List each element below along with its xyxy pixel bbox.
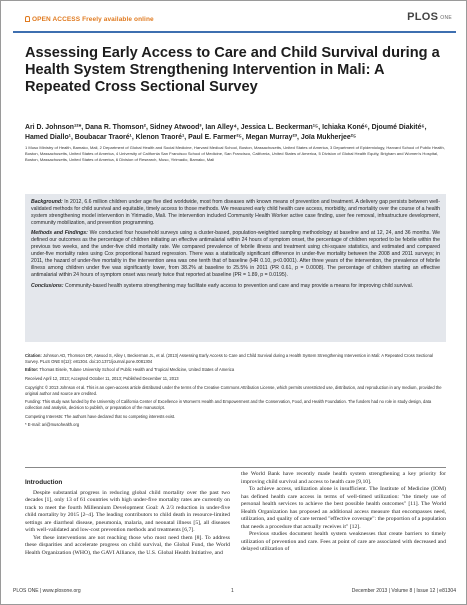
body-column-left — [25, 479, 230, 557]
abstract-methods — [31, 230, 440, 279]
open-lock-icon — [25, 16, 30, 22]
meta-divider — [25, 467, 446, 468]
abstract-conclusions-label: Conclusions: — [31, 282, 64, 289]
journal-logo-text: PLOS — [407, 11, 439, 23]
affiliations: 1 Muso Ministry of Health, Bamako, Mali, 2 Department of Global Health and Social Medicine, Harvard Medical School, Boston, Massachusetts, United States of America, 3 Department of Epidemiology, Harvard School of Public Health, Boston, Massachusetts, United States of America, 4 University of California San Francisco School of Medicine, San Francisco, California, United States of America, 5 Division of Global Health Equity, Brigham and Women's Hospital, Boston, Massachusetts, United States of America, 6 Division of Research, Muso, Yirimadio, Bamako, Mali — [25, 145, 445, 162]
introduction-heading: Introduction — [25, 479, 63, 486]
contact-email: * E-mail: ari@musohealth.org — [25, 422, 80, 428]
editor-text: Thomas Eisele, Tulane University School of Public Health and Tropical Medicine, United States of America — [39, 367, 235, 373]
editor-label: Editor: — [25, 367, 39, 373]
editor — [25, 367, 446, 373]
copyright: Copyright: © 2013 Johnson et al. This is an open-access article distributed under the terms of the Creative Commons Attribution License, which permits unrestricted use, distribution, and reproduction in any medium, provided the original author and source are credited. — [25, 384, 442, 396]
body-paragraph: To achieve access, utilization alone is insufficient. The Institute of Medicine (IOM) has defined health care access in terms of well-timed utilization: "the timely use of personal health services to achieve the best possible health outcomes" [11]. The World Health Organization has proposed an additional access measure that encompasses need, utilization, and quality of care termed "effective coverage": the proportion of a population that needs a procedure that actually receives it" [12]. — [241, 486, 446, 530]
journal-logo — [407, 11, 452, 23]
abstract-conclusions-text: Community-based health systems strengthening may facilitate early access to prevention and care and may provide a means for improving child survival. — [65, 282, 414, 289]
open-access-badge — [25, 16, 154, 23]
competing-interests: Competing Interests: The authors have declared that no competing interests exist. — [25, 413, 176, 419]
funding: Funding: This study was funded by the University of California Center of Excellence in Women's Health and Empowerment and the Conservation, Food, and Health Foundation. The funders had no role in study design, data collection and analysis, decision to publish, or preparation of the manuscript. — [25, 399, 432, 410]
body-paragraph: Yet these interventions are not reaching those who most need them [8]. To address these disparities and accelerate progress on child survival, the Global Fund, the World Health Organization (WHO), the GAVI Alliance, the U.S. Global Health Initiative, and — [25, 534, 230, 556]
journal-header — [13, 11, 456, 33]
article-metadata — [25, 353, 446, 431]
header-rule — [13, 31, 456, 33]
author-list: Ari D. Johnson¹²*, Dana R. Thomson², Sidney Atwood³, Ian Alley⁴, Jessica L. Beckerman¹⁵, Ichiaka Koné⁶, Djoumé Diakité⁶, Hamed Diallo¹, Boubacar Traoré¹, Klenon Traoré¹, Paul E. Farmer²⁵, Megan Murray²³, Joïa Mukherjee²⁵ — [25, 124, 427, 141]
abstract-background-text: In 2012, 6.6 million children under age five died worldwide, most from diseases with known means of prevention and treatment. A delivery gap persists between well-validated methods for child survival and equitable, timely access to those methods. We measured early child health care access, morbidity, and mortality over the course of a health system strengthening model intervention in Yirimadio, Mali. The intervention included Community Health Worker active case finding, user fee removal, infrastructure development, community mobilization, and prevention programming. — [31, 199, 440, 227]
abstract-box — [25, 194, 446, 342]
citation — [25, 353, 446, 364]
body-column-right — [241, 471, 446, 554]
footer-journal: PLOS ONE | www.plosone.org — [13, 588, 81, 594]
page-number: 1 — [231, 588, 234, 594]
journal-logo-sub: ONE — [440, 15, 452, 21]
open-access-label: OPEN ACCESS Freely available online — [32, 16, 154, 23]
abstract-methods-text: We conducted four household surveys using a cluster-based, population-weighted sampling methodology at baseline and at 12, 24, and 36 months. We defined our outcomes as the percentage of children initiating an effective antimalarial within 24 hours of symptom onset, the percentage of children reported to be febrile within the previous two weeks, and the under-five child mortality rate. We compared prevalence of febrile illness and treatment using chi-square statistics, and estimated and compared under-five mortality rates using Cox proportional hazard regression. There was a statistically significant difference in under-five mortality between the 2008 and 2011 surveys; in 2011, the hazard of under-five mortality in the intervention area was one tenth that of baseline (HR 0.10, p<0.0001). After three years of the intervention, the prevalence of febrile illness among children under five was significantly lower, from 38.2% at baseline to 25.5% in 2011 (PR 0.61, p = 0.0008). The percentage of children starting an effective antimalarial within 24 hours of symptom onset was nearly twice that reported at baseline (PR = 1.89, p = 0.0195). — [31, 230, 440, 279]
paper-title: Assessing Early Access to Care and Child Survival during a Health System Strengthening Intervention in Mali: A Repeated Cross Sectional Survey — [25, 45, 440, 95]
citation-label: Citation: — [25, 353, 42, 358]
body-paragraph: Previous studies document health system weaknesses that create barriers to timely utilization of prevention and care. Fees at point of care are associated with decreased and delayed utilization of — [241, 531, 446, 553]
body-paragraph: the World Bank have recently made health system strengthening a key priority for improving child survival and access to health care [9,10]. — [241, 471, 446, 485]
abstract-background-label: Background: — [31, 199, 63, 205]
citation-text: Johnson AD, Thomson DR, Atwood S, Alley I, Beckerman JL, et al. (2013) Assessing Early Access to Care and Child Survival during a Health System Strengthening Intervention in Mali: A Repeated Cross Sectional Survey. PLoS ONE 8(12): e81304. doi:10.1371/journal.pone.0081304 — [25, 353, 433, 364]
footer-issue: December 2013 | Volume 8 | Issue 12 | e81304 — [351, 588, 456, 594]
dates: Received April 12, 2013; Accepted October 11, 2013; Published December 11, 2013 — [25, 376, 179, 382]
body-paragraph: Despite substantial progress in reducing global child mortality over the past two decades [1], only 13 of 61 countries with high under-five mortality rates are currently on track to meet the fourth Millennium Development Goal: A 2/3 reduction in under-five child mortality by 2015 [2–4]. The leading contributors to child death in resource-limited settings are diarrheal disease, pneumonia, malaria, and neonatal illness [5], all diseases with well-validated and low-cost prevention methods and treatments [6,7]. — [25, 489, 230, 534]
abstract-conclusions — [31, 283, 440, 290]
abstract-background — [31, 199, 440, 227]
abstract-methods-label: Methods and Findings: — [31, 230, 88, 237]
